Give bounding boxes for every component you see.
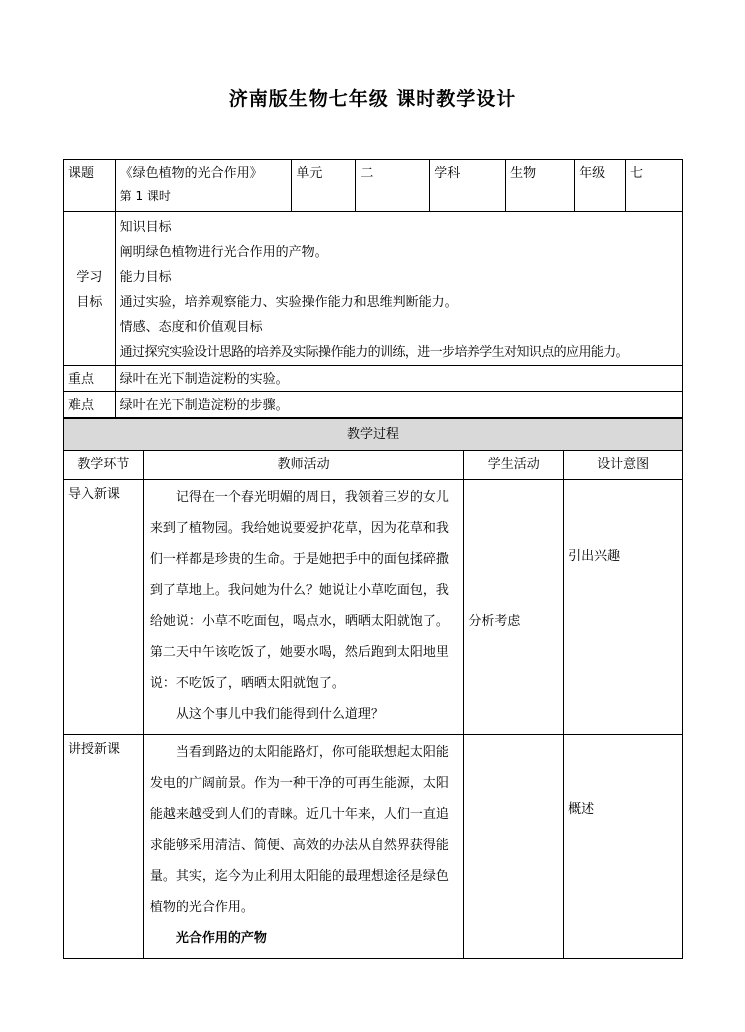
column-header: 学生活动 [464, 451, 564, 480]
teacher-paragraph: 从这个事儿中我们能得到什么道理？ [175, 707, 384, 722]
key-point-label: 重点 [64, 366, 116, 392]
key-point-value: 绿叶在光下制造淀粉的实验。 [115, 366, 682, 392]
intent-cell: 概述 [564, 735, 683, 959]
objectives-content [115, 212, 682, 366]
keti-cell [115, 160, 292, 212]
difficult-point-label: 难点 [64, 392, 116, 418]
process-columns [64, 451, 683, 480]
keti-value: 《绿色植物的光合作用》 [119, 166, 263, 181]
objective-line: 阐明绿色植物进行光合作用的产物。 [119, 245, 328, 260]
column-header: 设计意图 [564, 451, 683, 480]
difficult-point-value: 绿叶在光下制造淀粉的步骤。 [115, 392, 682, 418]
objective-line: 能力目标 [119, 270, 172, 285]
info-row [64, 160, 683, 212]
process-table [63, 418, 683, 959]
intent-cell: 引出兴趣 [564, 480, 683, 735]
nianji-value: 七 [626, 160, 683, 212]
process-row [64, 735, 683, 959]
objective-line: 通过探究实验设计思路的培养及实际操作能力的训练，进一步培养学生对知识点的应用能力。 [119, 345, 629, 360]
danyuan-label: 单元 [292, 160, 356, 212]
objectives-row [64, 212, 683, 366]
xueke-label: 学科 [430, 160, 506, 212]
objective-line: 知识目标 [119, 220, 172, 235]
objective-line: 通过实验，培养观察能力、实验操作能力和思维判断能力。 [119, 295, 458, 310]
objectives-label: 学习 目标 [64, 212, 116, 366]
keti-label: 课题 [64, 160, 116, 212]
teacher-cell [143, 480, 463, 735]
stage-cell: 讲授新课 [64, 735, 144, 959]
keti-sub: 第 1 课时 [119, 189, 171, 203]
process-header: 教学过程 [64, 419, 683, 451]
lesson-info-table [63, 159, 683, 418]
column-header: 教学环节 [64, 451, 144, 480]
stage-cell: 导入新课 [64, 480, 144, 735]
danyuan-value: 二 [356, 160, 430, 212]
teacher-cell [143, 735, 463, 959]
xueke-value: 生物 [506, 160, 575, 212]
process-row [64, 480, 683, 735]
difficult-point-row [64, 392, 683, 418]
column-header: 教师活动 [143, 451, 463, 480]
student-cell [464, 735, 564, 959]
page-title: 济南版生物七年级 课时教学设计 [228, 88, 517, 110]
nianji-label: 年级 [575, 160, 626, 212]
key-point-row [64, 366, 683, 392]
teacher-heading: 光合作用的产物 [175, 931, 267, 946]
objective-line: 情感、态度和价值观目标 [119, 320, 263, 335]
student-cell: 分析考虑 [464, 480, 564, 735]
teacher-paragraph: 记得在一个春光明媚的周日，我领着三岁的女儿来到了植物园。我给她说要爱护花草，因为花草和我们一样都是珍贵的生命。于是她把手中的面包揉碎撒到了草地上。我问她为什么？她说让小草吃面包，我给她说：小草不吃面包，喝点水，晒晒太阳就饱了。第二天中午该吃饭了，她要水喝，然后跑到太阳地里说：不吃饭了，晒晒太阳就饱了。 [149, 490, 449, 691]
teacher-paragraph: 当看到路边的太阳能路灯，你可能联想起太阳能发电的广阔前景。作为一种干净的可再生能源，太阳能越来越受到人们的青睐。近几十年来，人们一直追求能够采用清洁、简便、高效的办法从自然界获得能量。其实，迄今为止利用太阳能的最理想途径是绿色植物的光合作用。 [149, 745, 449, 915]
